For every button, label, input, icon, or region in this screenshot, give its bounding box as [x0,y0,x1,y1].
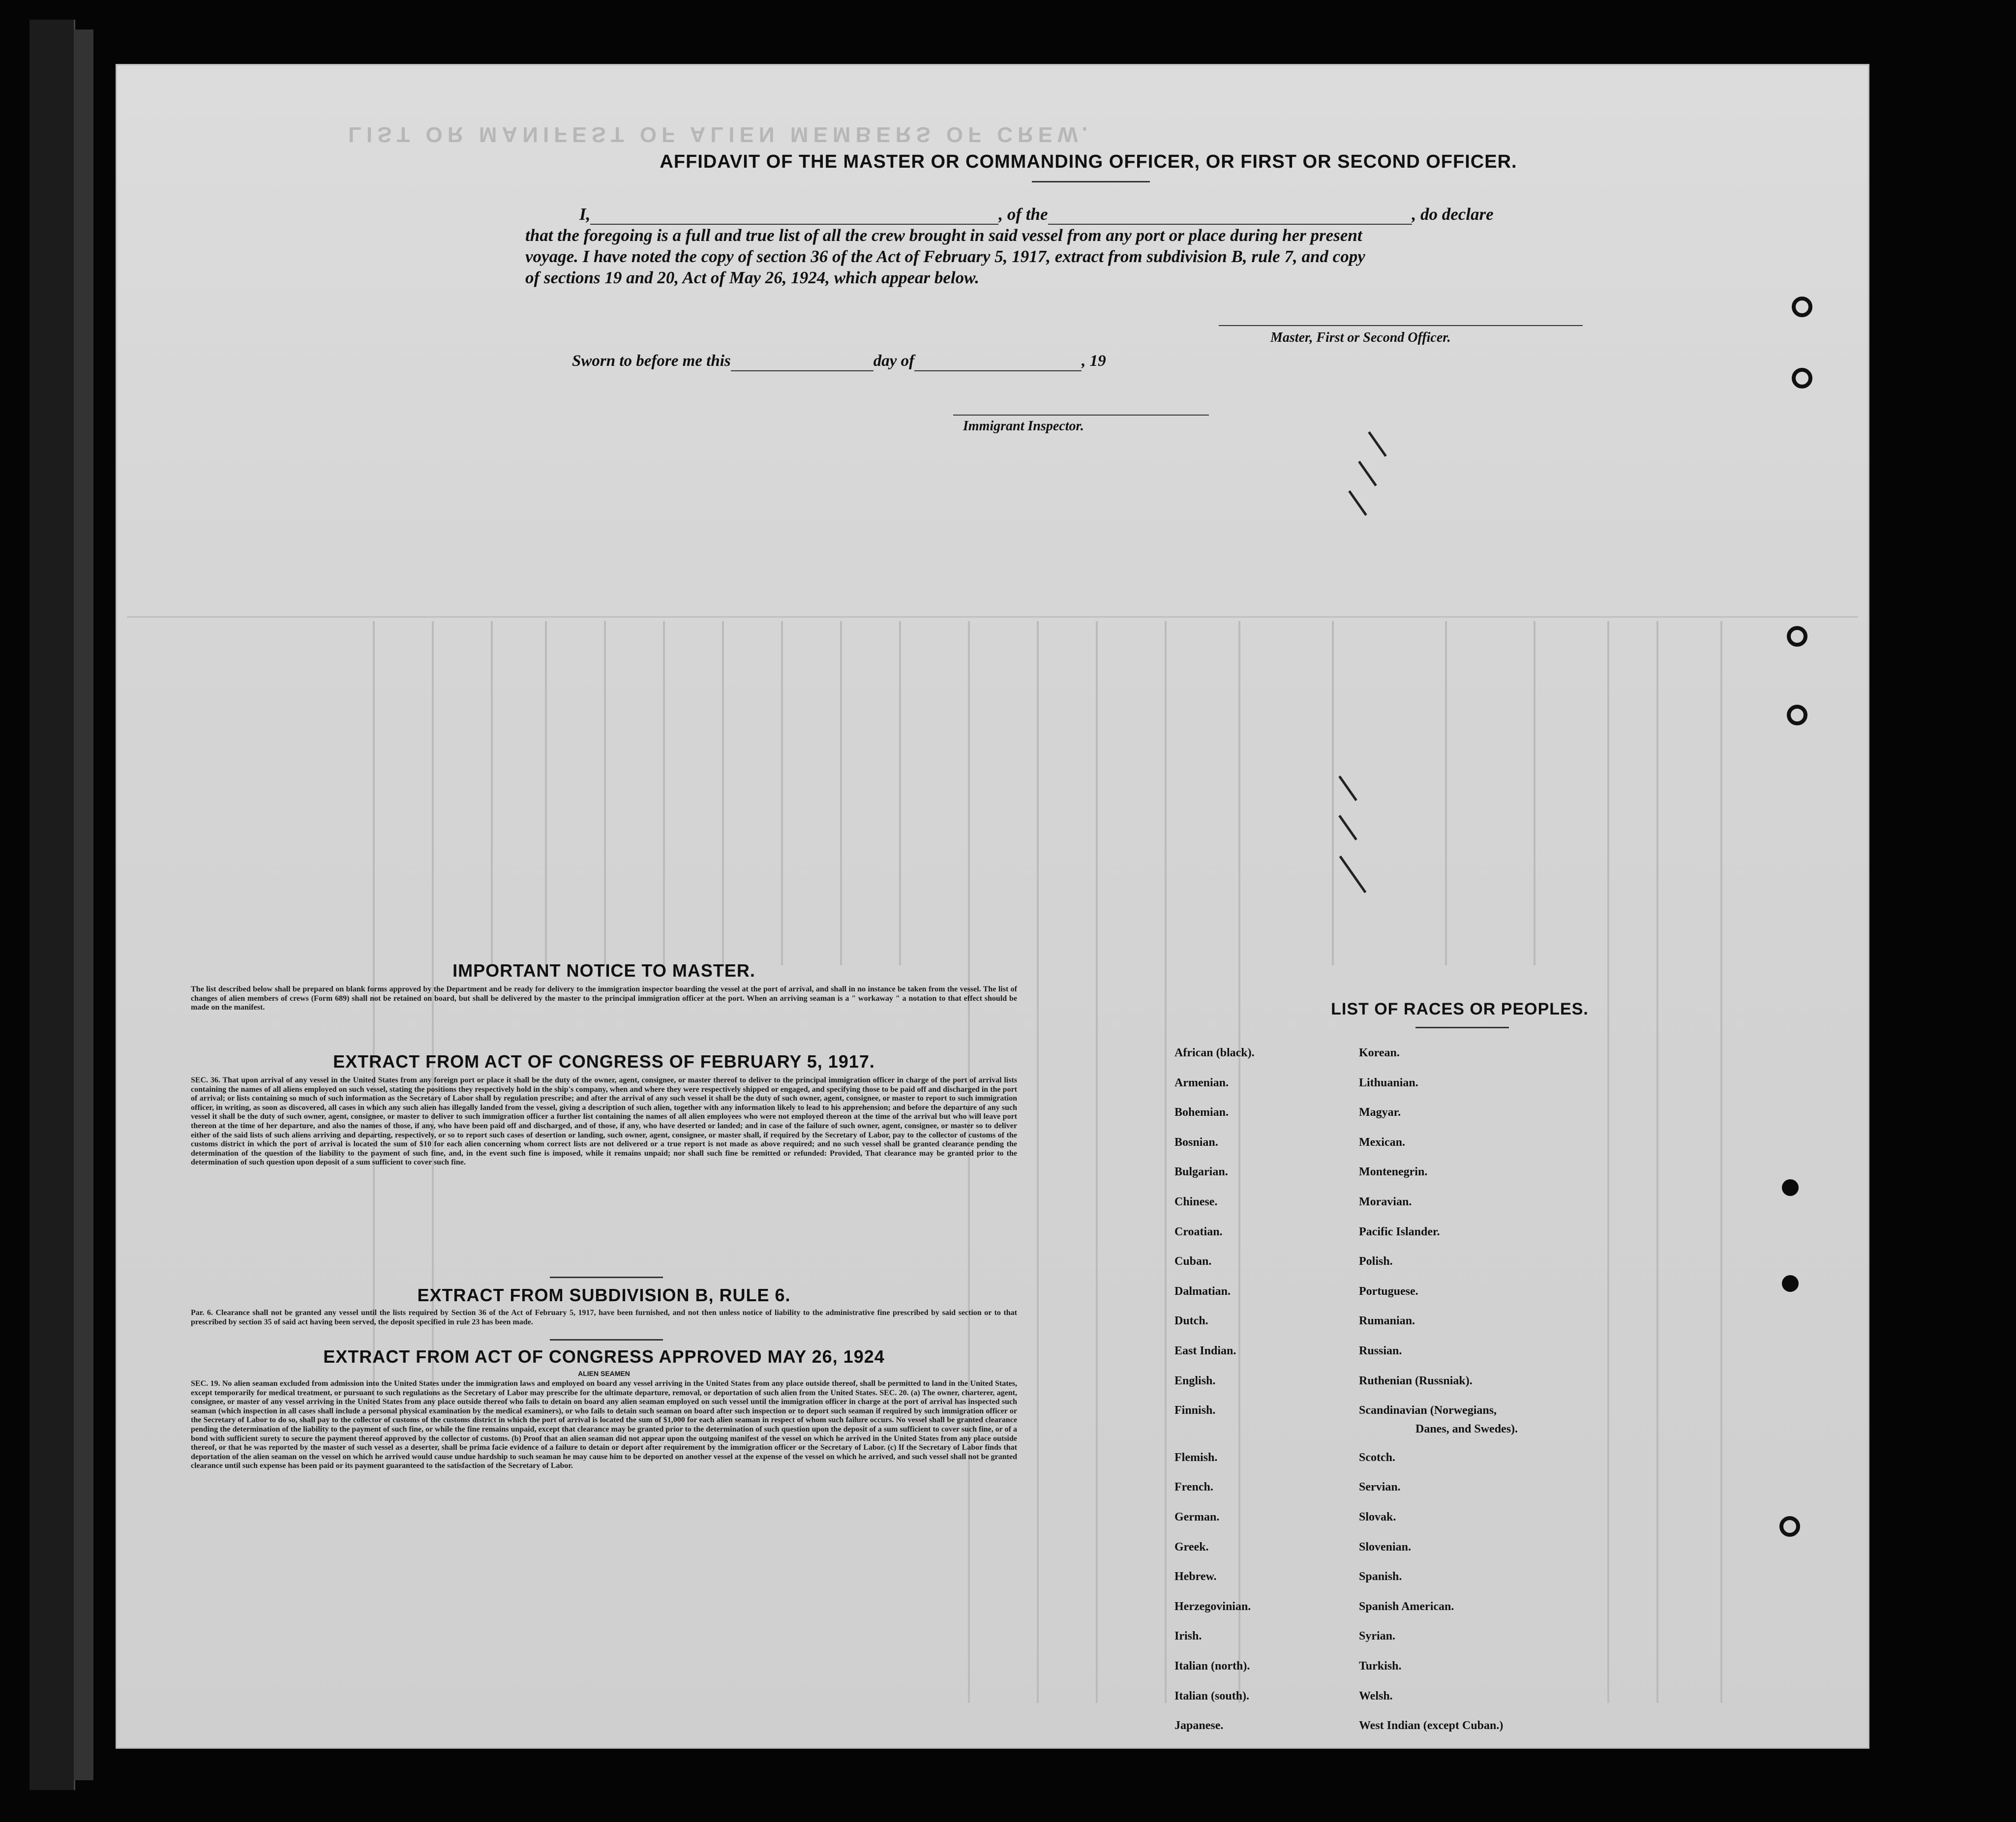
race-item-left: Armenian. [1174,1076,1229,1089]
column-rule [1720,621,1722,1703]
column-rule [1607,621,1609,1703]
race-item-left: Cuban. [1174,1255,1212,1268]
race-item-scandinavian-continued: Danes, and Swedes). [1415,1423,1518,1435]
race-item-left: Croatian. [1174,1225,1223,1238]
affidavit-title: AFFIDAVIT OF THE MASTER OR COMMANDING OFFICER, OR FIRST OR SECOND OFFICER. [660,151,1517,172]
race-item-right: Moravian. [1359,1195,1412,1208]
tick-mark [1368,431,1387,457]
race-item-left: Italian (north). [1174,1660,1250,1673]
master-signature-line[interactable] [1219,325,1583,326]
race-item-right: Lithuanian. [1359,1076,1418,1089]
affidavit-line-1 [579,204,1494,225]
punch-hole [1782,1179,1799,1196]
column-rule [781,621,783,965]
left-binding-strip [74,30,93,1780]
column-rule [1332,621,1334,965]
race-item-left: French. [1174,1481,1213,1494]
race-item-left: Dalmatian. [1174,1284,1231,1298]
race-item-left: Herzegovinian. [1174,1600,1251,1613]
race-item-right: Montenegrin. [1359,1165,1428,1179]
affidavit-line-2: that the foregoing is a full and true list of all the crew brought in said vessel from any port or place during her present [525,226,1362,245]
race-item-right: Portuguese. [1359,1284,1418,1298]
race-item-left: East Indian. [1174,1344,1236,1357]
notice-title: IMPORTANT NOTICE TO MASTER. [452,960,755,981]
race-item-right: Scotch. [1359,1451,1395,1464]
column-rule [1238,621,1240,1703]
title-underline [1032,181,1150,182]
race-item-left: Greek. [1174,1540,1209,1553]
column-rule [545,621,547,965]
race-item-right: Slovenian. [1359,1540,1412,1553]
column-rule [1096,621,1098,1703]
document-page [116,64,1869,1749]
race-item-left: African (black). [1174,1046,1255,1059]
race-item-left: Bulgarian. [1174,1165,1228,1179]
column-rule [663,621,665,965]
race-item-right: Ruthenian (Russniak). [1359,1374,1473,1387]
subdivision-title: EXTRACT FROM SUBDIVISION B, RULE 6. [417,1285,791,1305]
punch-hole [1782,1275,1799,1292]
race-item-left: English. [1174,1374,1216,1387]
race-item-right: Russian. [1359,1344,1402,1357]
punch-hole [1779,1516,1800,1537]
extract-1924-body: SEC. 19. No alien seaman excluded from admission into the United States under the immigration laws and employed on board any vessel arriving in the United States from any place outside thereof, shall be permitted to land in the United States, except temporarily for medical treatment, or pursuant to such regulations as the Secretary of Labor may prescribe for the ultimate departure, removal, or deportation of such alien from the United States. SEC. 20. (a) The owner, charterer, agent, consignee, or master of any vessel arriving in the United States from any place outside thereof who fails to detain on board any alien seaman employed on such vessel until the immigration officer in charge at the port of arrival has inspected such seaman (which inspection in all cases shall include a personal physical examination by the medical examiners), or who fails to detain such seaman on board after such inspection or to deport such seaman if required by such immigration officer or the Secretary of Labor to do so, shall pay to the collector of customs of the customs district in which the port of arrival is located the sum of $1,000 for each alien seaman in respect of whom such failure occurs. No vessel shall be granted clearance pending the determination of the liability to the payment of such fine, or while the fine remains unpaid, except that clearance may be granted prior to the determination of such question upon the deposit of a sum sufficient to cover such fine, or of a bond with sufficient surety to secure the payment thereof approved by the collector of customs. (b) Proof that an alien seaman did not appear upon the outgoing manifest of the vessel on which he arrived in the United States from any place outside thereof, or that he was reported by the master of such vessel as a deserter, shall be prima facie evidence of a failure to detain or deport after requirement by the immigration officer or the Secretary of Labor. (c) If the Secretary of Labor finds that deportation of the alien seaman on the vessel on which he arrived would cause undue hardship to such seaman he may cause him to be deported on another vessel at the expense of the vessel on which he arrived, and such vessel shall not be granted clearance until such expense has been paid or its payment guaranteed to the satisfaction of the Secretary of Labor. [191,1379,1017,1470]
column-rule [1445,621,1447,965]
section-divider [550,1277,663,1278]
punch-hole [1787,626,1807,647]
race-item-right: Spanish American. [1359,1600,1454,1613]
column-rule [604,621,606,965]
column-rule [899,621,901,965]
race-item-left: Japanese. [1174,1719,1224,1732]
column-rule [722,621,724,965]
race-item-right: Scandinavian (Norwegians, [1359,1404,1497,1417]
subdivision-body: Par. 6. Clearance shall not be granted any vessel until the lists required by Section 36 of the Act of February 5, 1917, have been furnished, and not then unless notice of liability to the administrative fine prescribed by said section or to that prescribed by section 35 of said act having been served, the deposit specified in rule 23 has been made. [191,1309,1017,1326]
tick-mark [1338,815,1357,840]
punch-hole [1792,368,1812,388]
extract-1917-body: SEC. 36. That upon arrival of any vessel in the United States from any foreign port or place it shall be the duty of the owner, agent, consignee, or master thereof to deliver to the principal immigration officer in charge of the port of arrival lists containing the names of all aliens employed on such vessel, stating the positions they respectively hold in the ship's company, when and where they were respectively shipped or engaged, and specifying those to be paid off and discharged in the port of arrival; or lists containing so much of such information as the Secretary of Labor shall by regulation prescribe; and after the arrival of any such vessel it shall be the duty of such owner, agent, consignee, or master to report to such immigration officer, in writing, as soon as discovered, all cases in which any such alien has illegally landed from the vessel, giving a description of such alien, together with any information likely to lead to his apprehension; and before the departure of any such vessel it shall be the duty of such owner, agent, consignee, or master to deliver to such immigration officer a further list containing the names of all alien employees who were not employed thereon at the time of the arrival but who will leave port thereon at the time of her departure, and also the names of those, if any, who have been paid off and discharged, and of those, if any, who have deserted or landed; and in case of the failure of such owner, agent, consignee, or master so to deliver either of the said lists of such aliens arriving and departing, respectively, or so to report such cases of desertion or landing, such owner, agent, consignee, or master shall, if required by the Secretary of Labor, pay to the collector of customs of the customs district in which the port of arrival is located the sum of $10 for each alien concerning whom correct lists are not delivered or a true report is not made as above required; and no such vessel shall be granted clearance pending the determination of the question of the liability to the payment of such fine, and, in the event such fine is imposed, while it remains unpaid; nor shall such fine be remitted or refunded: Provided, That clearance may be granted prior to the determination of such question upon deposit of a sum sufficient to cover such fine. [191,1076,1017,1167]
column-rule [1165,621,1167,1703]
extract-1917-title: EXTRACT FROM ACT OF CONGRESS OF FEBRUARY 5, 1917. [333,1051,875,1072]
extract-1924-title: EXTRACT FROM ACT OF CONGRESS APPROVED MAY 26, 1924 [323,1346,885,1367]
punch-hole [1787,705,1807,725]
race-item-right: Syrian. [1359,1630,1396,1643]
races-title-underline [1415,1027,1509,1028]
sworn-day-blank[interactable] [731,370,873,371]
tick-mark [1338,776,1357,801]
race-item-right: Polish. [1359,1255,1393,1268]
sworn-month-blank[interactable] [914,370,1082,371]
column-rule [840,621,842,965]
notice-body: The list described below shall be prepared on blank forms approved by the Department and be ready for delivery to the immigration inspector boarding the vessel at the port of arrival, and shall in no instance be taken from the vessel. The list of changes of alien members of crews (Form 689) shall not be retained on board, but shall be delivered by the master to the principal immigration officer at the port. When an arriving seaman is a " workaway " a notation to that effect should be made on the manifest. [191,985,1017,1012]
affidavit-line-3: voyage. I have noted the copy of section 36 of the Act of February 5, 1917, extract from subdivision B, rule 7, and copy [525,247,1365,266]
extract-1924-subtitle: ALIEN SEAMEN [578,1370,630,1377]
tick-mark [1339,856,1367,894]
sworn-year: , 19 [1082,352,1106,370]
race-item-left: Bosnian. [1174,1135,1218,1149]
race-item-right: Rumanian. [1359,1314,1415,1328]
race-item-right: Spanish. [1359,1570,1402,1583]
fold-line [127,616,1858,618]
race-item-left: Bohemian. [1174,1106,1229,1119]
section-divider [550,1339,663,1341]
sworn-line [572,351,1106,371]
race-item-right: Turkish. [1359,1660,1402,1673]
race-item-right: Slovak. [1359,1511,1396,1523]
sworn-day-of: day of [873,352,915,370]
column-rule [1037,621,1039,1703]
race-item-right: Welsh. [1359,1689,1393,1703]
column-rule [1534,621,1535,965]
master-caption: Master, First or Second Officer. [1270,330,1451,345]
inspector-signature-line[interactable] [953,415,1209,416]
race-item-left: Irish. [1174,1630,1202,1643]
race-item-left: Finnish. [1174,1404,1216,1417]
inspector-caption: Immigrant Inspector. [963,418,1084,434]
race-item-right: West Indian (except Cuban.) [1359,1719,1504,1732]
race-item-left: German. [1174,1511,1220,1523]
race-item-right: Servian. [1359,1481,1401,1494]
bleedthrough-header: LIST OR MANIFEST OF ALIEN MEMBERS OF CREW. [348,122,1093,147]
race-item-left: Italian (south). [1174,1689,1250,1703]
race-item-left: Flemish. [1174,1451,1218,1464]
affidavit-of-the: , of the [998,205,1048,224]
race-item-left: Hebrew. [1174,1570,1217,1583]
races-title: LIST OF RACES OR PEOPLES. [1331,1000,1589,1018]
affidavit-i: I, [579,205,591,224]
column-rule [1656,621,1658,1703]
race-item-right: Mexican. [1359,1135,1405,1149]
vessel-name-blank[interactable] [1048,224,1412,225]
race-item-right: Korean. [1359,1046,1400,1059]
tick-mark [1348,490,1367,516]
race-item-right: Pacific Islander. [1359,1225,1440,1238]
affidavit-declare: , do declare [1412,205,1494,224]
punch-hole [1792,297,1812,317]
master-name-blank[interactable] [590,224,998,225]
sworn-prefix: Sworn to before me this [572,352,731,370]
race-item-left: Chinese. [1174,1195,1218,1208]
column-rule [491,621,493,965]
affidavit-line-4: of sections 19 and 20, Act of May 26, 1924, which appear below. [525,268,979,287]
tick-mark [1358,461,1377,486]
left-binding-edge [30,20,75,1790]
race-item-right: Magyar. [1359,1106,1401,1119]
race-item-left: Dutch. [1174,1314,1208,1328]
